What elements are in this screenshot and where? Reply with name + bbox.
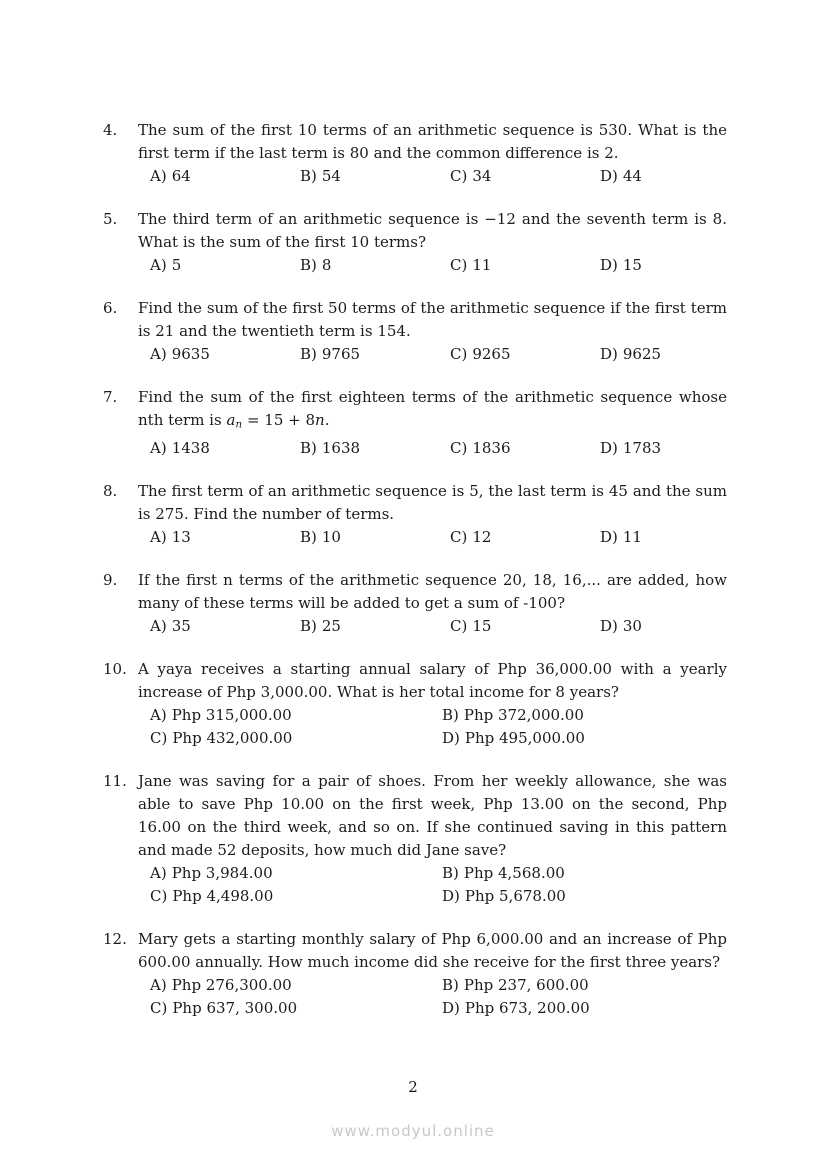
option-label: D) [600,527,618,546]
option-a [150,437,300,460]
option-label: A) [150,527,167,546]
question-item [103,928,727,1020]
question-item [103,297,727,366]
question-number: 4. [103,121,118,139]
question-options [138,615,727,638]
question-number: 5. [103,210,118,228]
option-d [600,615,727,638]
option-text: 1836 [472,438,511,457]
option-a [150,974,442,997]
question-body [138,928,727,1020]
option-text: 44 [622,167,642,185]
question-text [138,119,727,165]
option-text: 54 [321,167,341,185]
question-body [138,658,727,750]
question-text [138,770,727,862]
option-text: 11 [472,256,492,274]
option-text: Php 5,678.00 [464,886,566,905]
option-a [150,615,300,638]
option-d [442,885,727,908]
option-label: A) [150,345,167,363]
option-label: B) [300,167,317,185]
option-text: Php 315,000.00 [171,705,292,724]
option-d [600,254,727,277]
option-a [150,165,300,188]
option-d [442,727,727,750]
option-c [450,165,600,188]
option-c [450,615,600,638]
option-text: 35 [171,616,191,635]
option-a [150,704,442,727]
option-text: 9635 [171,345,210,363]
question-text [138,480,727,526]
question-text-segment: a [226,411,236,429]
question-text-segment: n [235,418,243,431]
option-d [442,997,727,1020]
question-number: 6. [103,299,118,317]
question-options [138,862,727,908]
question-number: 12. [103,929,127,948]
option-label: D) [442,998,460,1017]
question-text [138,297,727,343]
option-d [600,343,727,366]
option-label: C) [450,345,468,363]
option-text: Php 432,000.00 [172,728,293,747]
question-number: 9. [103,570,118,589]
option-c [150,885,442,908]
option-label: C) [150,998,168,1017]
option-text: Php 4,498.00 [172,886,274,905]
option-label: B) [300,616,317,635]
option-label: D) [600,256,618,274]
question-text-segment: . [324,411,330,429]
question-item [103,658,727,750]
option-text: 12 [472,527,492,546]
question-number: 11. [103,771,127,790]
option-text: 1438 [171,438,210,457]
option-text: 13 [171,527,191,546]
option-label: A) [150,705,167,724]
option-text: Php 237, 600.00 [463,975,589,994]
question-body [138,480,727,549]
question-body [138,208,727,277]
option-label: C) [450,616,468,635]
option-text: 5 [171,256,182,274]
option-c [450,343,600,366]
option-d [600,165,727,188]
question-options [138,254,727,277]
question-item [103,119,727,188]
option-label: A) [150,438,167,457]
question-text-segment: Find the sum of the first eighteen terms of the arithmetic sequence whose nth term is [138,388,727,429]
question-body [138,569,727,638]
question-number: 7. [103,388,118,406]
option-label: B) [300,345,317,363]
option-label: D) [600,167,618,185]
question-text-segment: = 15 + 8 [242,411,316,429]
option-text: 25 [321,616,341,635]
page-number: 2 [408,1078,418,1096]
question-text-segment: The third term of an arithmetic sequence is −12 and the seventh term is 8. What is the sum of the first 10 terms? [138,210,727,251]
option-b [300,343,450,366]
option-text: Php 4,568.00 [463,863,565,882]
question-options [138,165,727,188]
question-number: 10. [103,659,127,678]
option-text: 9265 [472,345,511,363]
option-b [300,615,450,638]
option-c [450,254,600,277]
option-label: D) [442,728,460,747]
option-b [300,254,450,277]
question-text-segment: If the first n terms of the arithmetic sequence 20, 18, 16,... are added, how many of these terms will be added to get a sum of -100? [138,570,727,612]
option-label: D) [600,438,618,457]
option-label: C) [450,167,468,185]
question-item [103,770,727,908]
question-text-segment: The first term of an arithmetic sequence is 5, the last term is 45 and the sum is 275. Find the number of terms. [138,481,727,523]
option-text: 1638 [321,438,361,457]
option-label: B) [300,256,317,274]
option-label: B) [442,975,459,994]
option-a [150,862,442,885]
option-label: A) [150,256,167,274]
question-text-segment: Jane was saving for a pair of shoes. From her weekly allowance, she was able to save Php 10.00 on the first week, Php 13.00 on the second, Php 16.00 on the third week, and so on. If she continued saving in this pattern and made 52 deposits, how much did Jane save? [138,771,727,859]
question-options [138,526,727,549]
option-text: 11 [622,527,642,546]
option-label: A) [150,975,167,994]
option-label: C) [450,256,468,274]
option-a [150,254,300,277]
option-label: C) [150,886,168,905]
option-label: A) [150,167,167,185]
option-label: C) [450,527,468,546]
option-c [450,437,600,460]
question-item [103,480,727,549]
option-label: B) [442,863,459,882]
option-b [300,165,450,188]
option-c [450,526,600,549]
question-text-segment: n [315,411,325,429]
question-text [138,569,727,615]
question-body [138,770,727,908]
option-d [600,526,727,549]
question-text-segment: A yaya receives a starting annual salary of Php 36,000.00 with a yearly increase of Php 3,000.00. What is her total income for 8 years? [138,659,727,701]
option-label: A) [150,863,167,882]
option-text: Php 673, 200.00 [464,998,590,1017]
question-text-segment: Mary gets a starting monthly salary of Php 6,000.00 and an increase of Php 600.00 annually. How much income did she receive for the first three years? [138,929,727,971]
question-options [138,437,727,460]
question-item [103,208,727,277]
option-label: D) [442,886,460,905]
option-a [150,343,300,366]
option-d [600,437,727,460]
question-number: 8. [103,481,118,500]
option-text: 9765 [321,345,361,363]
question-body [138,386,727,460]
question-item [103,386,727,460]
option-text: Php 276,300.00 [171,975,292,994]
question-list [103,119,727,1040]
option-label: B) [300,527,317,546]
option-text: Php 3,984.00 [171,863,273,882]
question-options [138,343,727,366]
option-label: D) [600,616,618,635]
option-c [150,997,442,1020]
option-label: C) [150,728,168,747]
option-a [150,526,300,549]
option-b [442,862,727,885]
option-text: 15 [472,616,492,635]
option-label: D) [600,345,618,363]
option-label: B) [300,438,317,457]
option-text: 34 [472,167,492,185]
option-text: Php 372,000.00 [463,705,584,724]
question-text-segment: Find the sum of the first 50 terms of the arithmetic sequence if the first term is 21 and the twentieth term is 154. [138,299,727,340]
option-text: 9625 [622,345,662,363]
option-b [442,704,727,727]
question-options [138,704,727,750]
question-options [138,974,727,1020]
option-text: 30 [622,616,642,635]
question-text-segment: The sum of the first 10 terms of an arithmetic sequence is 530. What is the first term if the last term is 80 and the common difference is 2. [138,121,727,162]
option-label: A) [150,616,167,635]
option-text: 64 [171,167,191,185]
question-text [138,208,727,254]
option-text: 8 [321,256,332,274]
option-text: Php 495,000.00 [464,728,585,747]
option-text: 1783 [622,438,662,457]
option-label: B) [442,705,459,724]
question-body [138,119,727,188]
option-label: C) [450,438,468,457]
watermark-text: www.modyul.online [331,1122,495,1140]
question-text [138,386,727,437]
question-body [138,297,727,366]
option-text: 10 [321,527,341,546]
option-b [442,974,727,997]
option-c [150,727,442,750]
question-item [103,569,727,638]
option-b [300,526,450,549]
option-b [300,437,450,460]
question-text [138,658,727,704]
option-text: 15 [622,256,642,274]
question-text [138,928,727,974]
option-text: Php 637, 300.00 [172,998,298,1017]
